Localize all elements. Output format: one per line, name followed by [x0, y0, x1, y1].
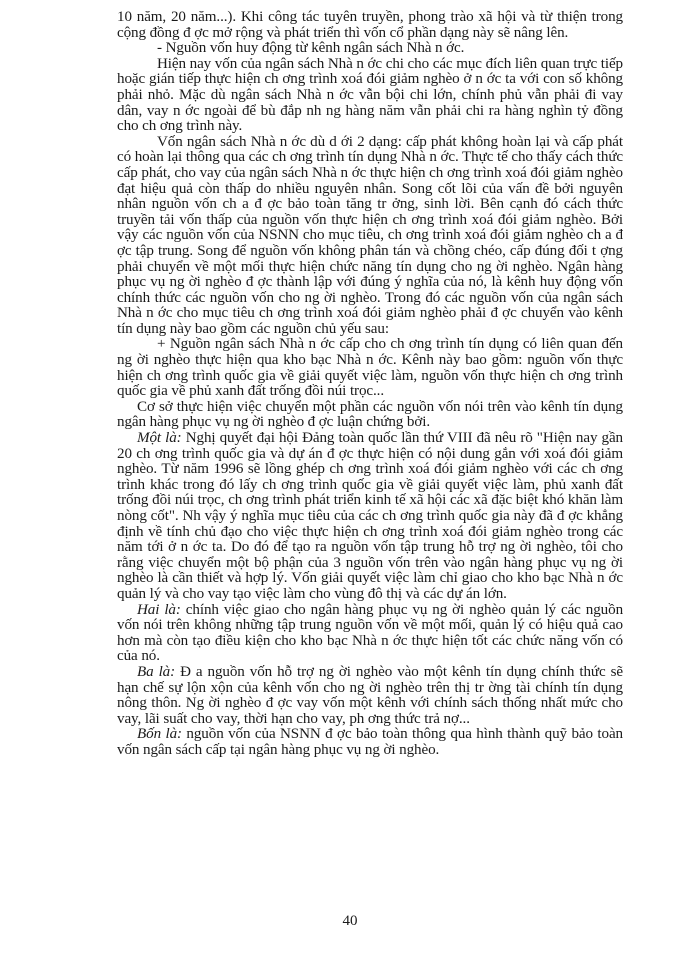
page-number: 40 [342, 913, 358, 929]
reason-one-lead: Một là: [137, 430, 182, 447]
paragraph-reason-four: Bốn là: nguồn vốn của NSNN đ ợc bảo toàn thông qua hình thành quỹ bảo toàn vốn ngân sách cấp tại ngân hàng phục vụ ng ời nghèo. [117, 726, 624, 758]
paragraph-reason-three: Ba là: Đ a nguồn vốn hỗ trợ ng ời nghèo vào một kênh tín dụng chính thức sẽ hạn chế sự lộn xộn của kênh vốn cho ng ời nghèo trên thị tr ờng tài chính tín dụng nông thôn. Ng ời nghèo đ ợc vay vốn một kênh với chính sách thống nhất mức cho vay, lãi suất cho vay, thời hạn cho vay, ph ơng thức trả nợ... [117, 663, 623, 727]
reason-three-lead: Ba là: [137, 663, 176, 680]
paragraph-capital-growth: 10 năm, 20 năm...). Khi công tác tuyên truyền, phong trào xã hội và từ thiện trong cộng đồng đ ợc mở rộng và phát triển thì vốn cổ phần dạng này sẽ nâng lên. [117, 9, 623, 41]
paragraph-state-budget-heading: - Nguồn vốn huy động từ kênh ngân sách Nhà n ớc. [157, 40, 465, 57]
paragraph-reason-one: Một là: Nghị quyết đại hội Đảng toàn quốc lần thứ VIII đã nêu rõ "Hiện nay gần 20 ch ơng trình quốc gia và dự án đ ợc thực hiện có nội dung gắn với xoá đói giảm nghèo. Từ năm 1996 sẽ lồng ghép ch ơng trình xoá đói giảm nghèo với các ch ơng trình khác trong đó lấy ch ơng trình quốc gia về giải quyết việc làm, phủ xanh đất trống đồi núi trọc, ch ơng trình phát triển kinh tế xã hội các xã đặc biệt khó khăn làm nòng cốt". Nh vậy ý nghĩa mục tiêu của các ch ơng trình quốc gia này đã đ ợc khẳng định về tính chủ đạo cho việc thực hiện ch ơng trình xoá đói giảm nghèo trong các năm tới ở n ớc ta. Do đó để tạo ra nguồn vốn tập trung hỗ trợ ng ời nghèo, tôi cho rằng việc chuyển một bộ phận của 3 nguồn vốn trên vào ngân hàng phục vụ ng ời nghèo là cần thiết và hợp lý. Vốn giải quyết việc làm chỉ giao cho kho bạc Nhà n ớc quản lý và cho vay tạo việc làm cho vùng đô thị và các dự án lớn. [117, 430, 624, 602]
reason-four-lead: Bốn là: [137, 726, 182, 743]
reason-two-lead: Hai là: [137, 601, 181, 618]
paragraph-budget-forms: Vốn ngân sách Nhà n ớc dù d ới 2 dạng: cấp phát không hoàn lại và cấp phát có hoàn lại thông qua các ch ơng trình tín dụng Nhà n ớc. Thực tế cho thấy cách thức cấp phát, cho vay của ngân sách Nhà n ớc thực hiện ch ơng trình xoá đói giảm nghèo đạt hiệu quả còn thấp do nhiều nguyên nhân. Song cốt lõi của vấn đề bởi nguyên nhân nguồn vốn ch a đ ợc bảo toàn tăng tr ởng, sinh lời. Bên cạnh đó cách thức truyền tải vốn thấp của nguồn vốn thực hiện ch ơng trình xoá đói giảm nghèo. Bởi vậy các nguồn vốn của NSNN cho mục tiêu, ch ơng trình xoá đói giảm nghèo ch a đ ợc tập trung. Song để nguồn vốn không phân tán và chồng chéo, cấp đúng đối t ợng phải chuyển về một mối thực hiện chức năng tín dụng cho ng ời nghèo. Ngân hàng phục vụ ng ời nghèo đ ợc thành lập với đúng ý nghĩa của nó, là kênh huy động vốn chính thức các nguồn vốn cho ng ời nghèo. Trong đó các nguồn vốn của ngân sách Nhà n ớc cho mục tiêu ch ơng trình xoá đói giảm nghèo phải đ ợc chuyển vào kênh tín dụng này bao gồm các nguồn chủ yếu sau: [117, 133, 623, 337]
paragraph-reason-two: Hai là: chính việc giao cho ngân hàng phục vụ ng ời nghèo quản lý các nguồn vốn nói trên không những tập trung nguồn vốn về một mối, quản lý có hiệu quả cao hơn mà còn tạo điều kiện cho kho bạc Nhà n ớc thực hiện tốt các chức năng vốn có của nó. [117, 601, 624, 665]
document-page [117, 10, 623, 759]
paragraph-state-budget-spending: Hiện nay vốn của ngân sách Nhà n ớc chi cho các mục đích liên quan trực tiếp hoặc gián tiếp thực hiện ch ơng trình xoá đói giảm nghèo ở n ớc ta với con số không phải nhỏ. Mặc dù ngân sách Nhà n ớc vẫn bội chi lớn, chính phủ vẫn phải đi vay dân, vay n ớc ngoài để bù đắp nh ng hàng năm vẫn phải chi ra hàng nghìn tỷ đồng cho ch ơng trình này. [117, 55, 623, 135]
paragraph-rationale-intro: Cơ sở thực hiện việc chuyển một phần các nguồn vốn nói trên vào kênh tín dụng ngân hàng phục vụ ng ời nghèo đ ợc luận chứng bởi. [117, 398, 623, 431]
paragraph-treasury-sources: + Nguồn ngân sách Nhà n ớc cấp cho ch ơng trình tín dụng có liên quan đến ng ời nghèo thực hiện qua kho bạc Nhà n ớc. Kênh này bao gồm: nguồn vốn thực hiện ch ơng trình quốc gia về giải quyết việc làm, nguồn vốn thực hiện ch ơng trình quốc gia về phủ xanh đất trống đồi núi trọc... [117, 336, 623, 400]
